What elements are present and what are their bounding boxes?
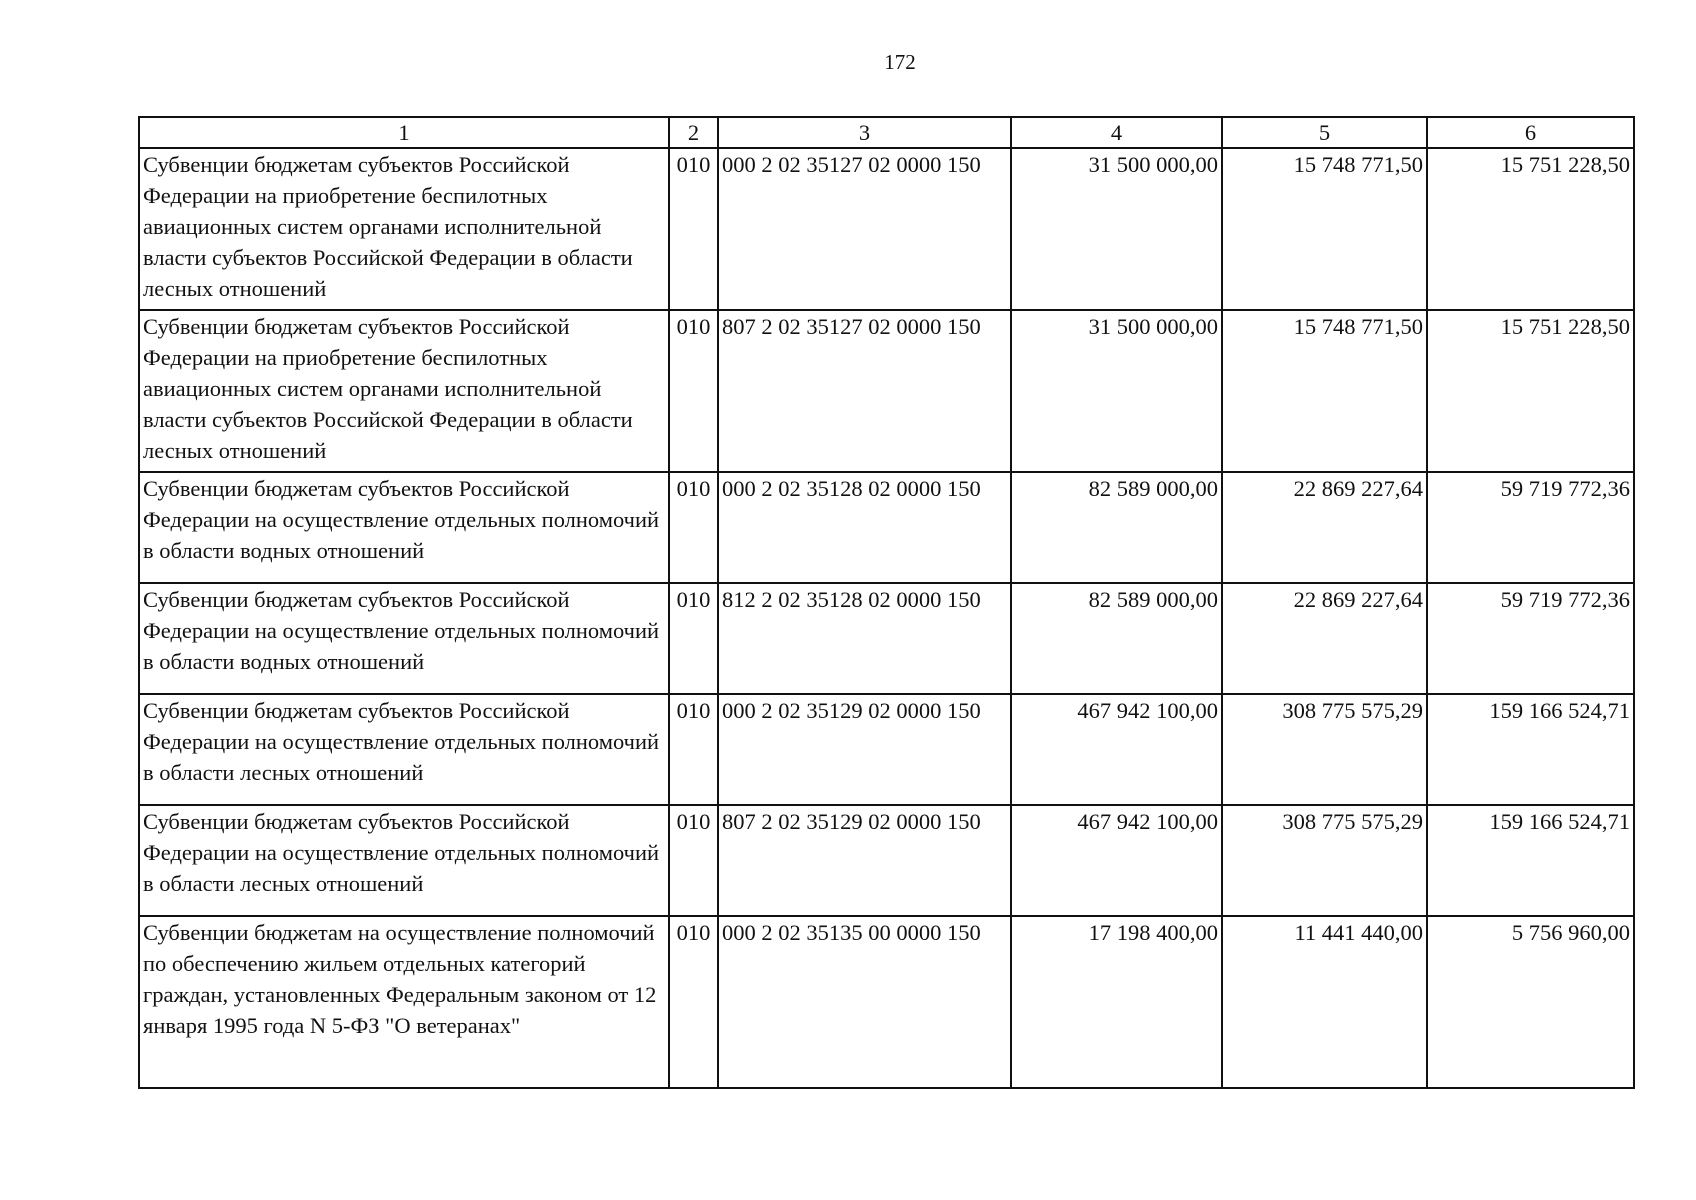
- header-col-2: 2: [669, 117, 718, 148]
- row-col6: 159 166 524,71: [1427, 805, 1634, 916]
- row-code: 010: [669, 805, 718, 916]
- header-col-6: 6: [1427, 117, 1634, 148]
- row-kbk: 812 2 02 35128 02 0000 150: [718, 583, 1011, 694]
- header-col-3: 3: [718, 117, 1011, 148]
- row-code: 010: [669, 694, 718, 805]
- row-col6: 15 751 228,50: [1427, 148, 1634, 310]
- row-name: Субвенции бюджетам субъектов Российской Федерации на осуществление отдельных полномочий в области лесных отношений: [139, 694, 669, 805]
- table-row: [139, 148, 1634, 310]
- header-col-4: 4: [1011, 117, 1222, 148]
- table-row: [139, 694, 1634, 805]
- row-name: Субвенции бюджетам субъектов Российской Федерации на приобретение беспилотных авиационных систем органами исполнительной власти субъектов Российской Федерации в области лесных отношений: [139, 148, 669, 310]
- row-col4: 467 942 100,00: [1011, 805, 1222, 916]
- row-kbk: 807 2 02 35127 02 0000 150: [718, 310, 1011, 472]
- table-row: [139, 310, 1634, 472]
- header-col-5: 5: [1222, 117, 1427, 148]
- row-col6: 159 166 524,71: [1427, 694, 1634, 805]
- row-name: Субвенции бюджетам на осуществление полномочий по обеспечению жильем отдельных категорий граждан, установленных Федеральным законом от 12 января 1995 года N 5-ФЗ "О ветеранах": [139, 916, 669, 1088]
- row-col4: 82 589 000,00: [1011, 583, 1222, 694]
- row-name: Субвенции бюджетам субъектов Российской Федерации на осуществление отдельных полномочий в области водных отношений: [139, 583, 669, 694]
- row-col6: 59 719 772,36: [1427, 472, 1634, 583]
- row-kbk: 000 2 02 35127 02 0000 150: [718, 148, 1011, 310]
- table-row: [139, 472, 1634, 583]
- budget-table: [138, 116, 1635, 1089]
- row-col4: 17 198 400,00: [1011, 916, 1222, 1088]
- page-number: 172: [884, 50, 916, 74]
- row-code: 010: [669, 583, 718, 694]
- row-name: Субвенции бюджетам субъектов Российской Федерации на осуществление отдельных полномочий в области водных отношений: [139, 472, 669, 583]
- row-name: Субвенции бюджетам субъектов Российской Федерации на осуществление отдельных полномочий в области лесных отношений: [139, 805, 669, 916]
- row-col5: 22 869 227,64: [1222, 472, 1427, 583]
- row-col6: 5 756 960,00: [1427, 916, 1634, 1088]
- row-col4: 31 500 000,00: [1011, 310, 1222, 472]
- row-kbk: 000 2 02 35128 02 0000 150: [718, 472, 1011, 583]
- row-col6: 15 751 228,50: [1427, 310, 1634, 472]
- row-col4: 82 589 000,00: [1011, 472, 1222, 583]
- row-col4: 31 500 000,00: [1011, 148, 1222, 310]
- table-row: [139, 916, 1634, 1088]
- row-kbk: 000 2 02 35129 02 0000 150: [718, 694, 1011, 805]
- row-col5: 15 748 771,50: [1222, 148, 1427, 310]
- table-row: [139, 805, 1634, 916]
- row-col5: 11 441 440,00: [1222, 916, 1427, 1088]
- row-col5: 15 748 771,50: [1222, 310, 1427, 472]
- row-col5: 22 869 227,64: [1222, 583, 1427, 694]
- row-col5: 308 775 575,29: [1222, 805, 1427, 916]
- table-row: [139, 583, 1634, 694]
- row-col5: 308 775 575,29: [1222, 694, 1427, 805]
- header-col-1: 1: [139, 117, 669, 148]
- table-header-row: [139, 117, 1634, 148]
- row-code: 010: [669, 310, 718, 472]
- row-col6: 59 719 772,36: [1427, 583, 1634, 694]
- row-col4: 467 942 100,00: [1011, 694, 1222, 805]
- row-code: 010: [669, 916, 718, 1088]
- row-code: 010: [669, 148, 718, 310]
- row-code: 010: [669, 472, 718, 583]
- row-kbk: 807 2 02 35129 02 0000 150: [718, 805, 1011, 916]
- row-name: Субвенции бюджетам субъектов Российской Федерации на приобретение беспилотных авиационных систем органами исполнительной власти субъектов Российской Федерации в области лесных отношений: [139, 310, 669, 472]
- row-kbk: 000 2 02 35135 00 0000 150: [718, 916, 1011, 1088]
